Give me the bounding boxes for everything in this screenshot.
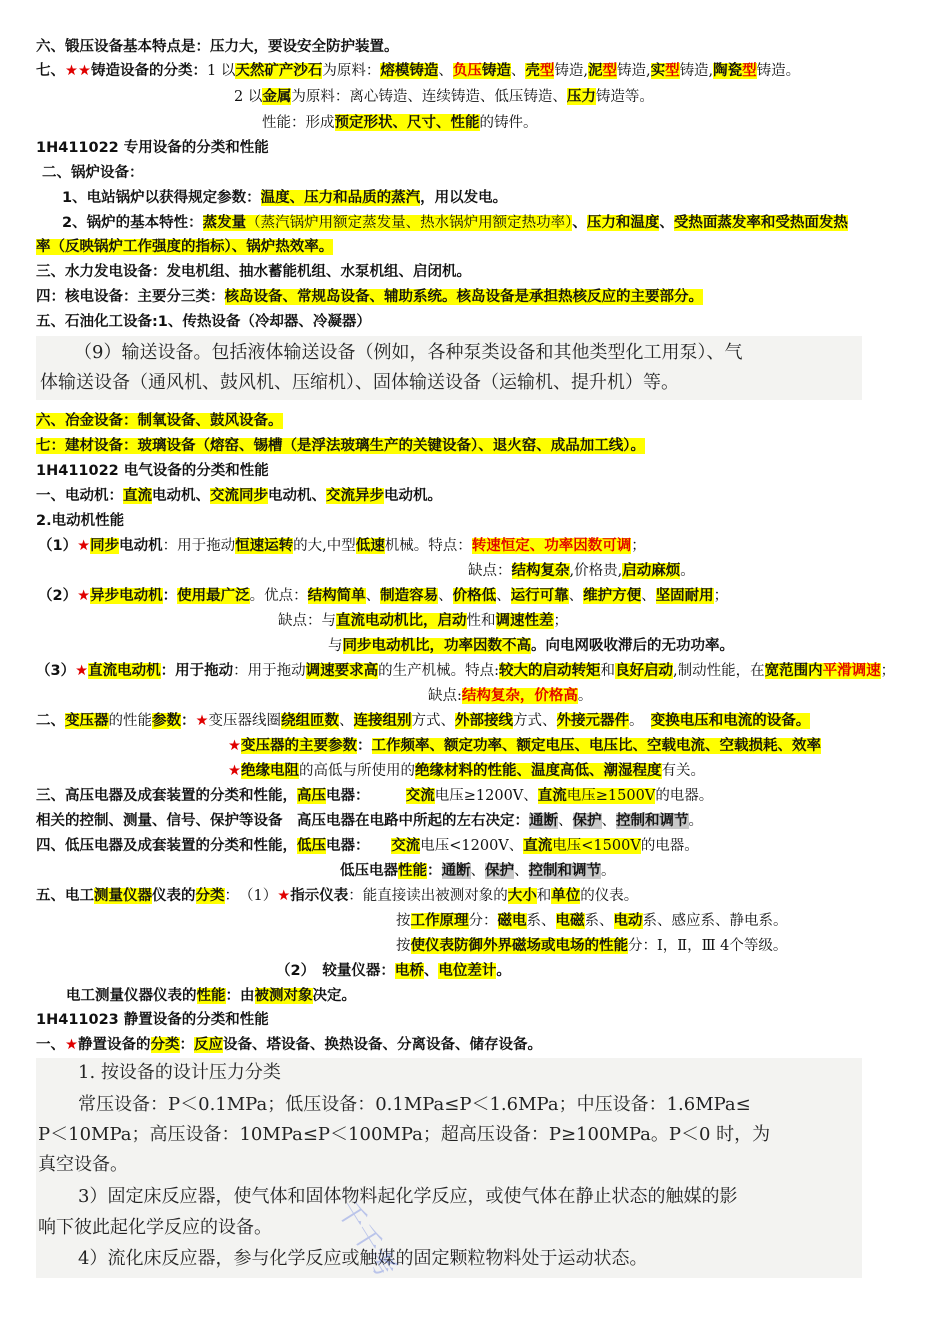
line-low-voltage-perf: 低压电器性能：通断、保护、控制和调节。 xyxy=(340,863,616,879)
line-sync-motor: （1）★同步电动机：用于拖动恒速运转的大,中型低速机械。特点：转速恒定、功率因数可调； xyxy=(38,538,646,554)
line-casting-types: 七、★★铸造设备的分类：1 以天然矿产沙石为原料：熔模铸造、负压铸造、壳型铸造,泥型铸造,实型铸造,陶瓷型铸造。 xyxy=(36,63,801,79)
line-transformer: 二、变压器的性能参数：★变压器线圈绕组匝数、连接组别方式、外部接线方式、外接元器件。 变换电压和电流的设备。 xyxy=(36,713,811,729)
star-icon: ★ xyxy=(228,763,241,779)
scan-text-line: 1. 按设备的设计压力分类 xyxy=(78,1062,281,1083)
line-insulation: ★绝缘电阻的高低与所使用的绝缘材料的性能、温度高低、潮湿程度有关。 xyxy=(228,763,705,779)
line-instrument-perf: 电工测量仪器仪表的性能：由被测对象决定。 xyxy=(66,988,356,1004)
star-icon: ★ xyxy=(77,538,91,554)
heading-boiler: 二、锅炉设备： xyxy=(42,165,144,181)
scan-text-line: 真空设备。 xyxy=(38,1154,128,1175)
line-transformer-params: ★变压器的主要参数：工作频率、额定功率、额定电压、电压比、空载电流、空载损耗、效率 xyxy=(228,738,821,754)
line-casting-performance: 性能：形成预定形状、尺寸、性能的铸件。 xyxy=(262,114,538,131)
line-sync-motor-cons: 缺点：结构复杂,价格贵,启动麻烦。 xyxy=(468,563,695,579)
line-high-voltage: 三、高压电器及成套装置的分类和性能，高压电器： 交流电压≥1200V、直流电压≥1500V的电器。 xyxy=(36,788,714,804)
star-icon: ★ xyxy=(277,888,291,904)
line-hydro: 三、水力发电设备：发电机组、抽水蓄能机组、水泵机组、启闭机。 xyxy=(36,264,471,280)
line-dc-motor: （3）★直流电动机：用于拖动：用于拖动调速要求高的生产机械。特点:较大的启动转矩和良好启动,制动性能，在宽范围内平滑调速； xyxy=(36,663,896,679)
line-motors: 一、电动机：直流电动机、交流同步电动机、交流异步电动机。 xyxy=(36,488,442,504)
line-high-voltage-func: 相关的控制、测量、信号、保护等设备 高压电器在电路中所起的左右决定：通断、保护、控制和调节。 xyxy=(36,813,703,829)
line-metal-casting: 2 以金属为原料：离心铸造、连续铸造、低压铸造、压力铸造等。 xyxy=(234,88,654,105)
line-nuclear: 四：核电设备：主要分三类：核岛设备、常规岛设备、辅助系统。核岛设备是承担热核反应的主要部分。 xyxy=(36,289,703,305)
star-icon: ★★ xyxy=(65,63,91,79)
line-async-motor: （2）★异步电动机：使用最广泛。优点：结构简单、制造容易、价格低、运行可靠、维护方便、坚固耐用； xyxy=(38,588,729,604)
star-icon: ★ xyxy=(77,588,91,604)
line-boiler-params: 1、电站锅炉以获得规定参数：温度、压力和品质的蒸汽，用以发电。 xyxy=(62,190,508,206)
line-motor-performance: 2.电动机性能 xyxy=(36,513,125,529)
scan-text-line: （9）输送设备。包括液体输送设备（例如，各种泵类设备和其他类型化工用泵）、气 xyxy=(74,342,743,363)
line-comparison-instruments: （2） 较量仪器：电桥、电位差计。 xyxy=(276,963,511,979)
line-boiler-characteristics-cont: 率（反映锅炉工作强度的指标）、锅炉热效率。 xyxy=(36,239,334,255)
scanned-excerpt-pressure xyxy=(36,1058,862,1284)
scanned-excerpt-conveying xyxy=(36,336,862,400)
line-static-equipment: 一、★静置设备的分类：反应设备、塔设备、换热设备、分离设备、储存设备。 xyxy=(36,1037,542,1053)
line-async-motor-cons-sync: 与同步电动机比，功率因数不高。向电网吸收滞后的无功功率。 xyxy=(328,638,734,654)
line-forging: 六、锻压设备基本特点是：压力大，要设安全防护装置。 xyxy=(36,39,399,55)
scan-text-line: 常压设备：P＜0.1MPa；低压设备：0.1MPa≤P＜1.6MPa；中压设备：1.6MPa≤ xyxy=(78,1094,751,1115)
line-metallurgy: 六、冶金设备：制氧设备、鼓风设备。 xyxy=(36,413,283,429)
watermark: 千千考 xyxy=(330,1194,403,1284)
line-instruments-grade: 按使仪表防御外界磁场或电场的性能分：Ⅰ，Ⅱ，Ⅲ 4个等级。 xyxy=(396,938,788,954)
line-dc-motor-cons: 缺点:结构复杂，价格高。 xyxy=(428,688,593,704)
line-low-voltage: 四、低压电器及成套装置的分类和性能，低压电器： 交流电压<1200V、直流电压<1500V的电器。 xyxy=(36,838,699,854)
star-icon: ★ xyxy=(75,663,89,679)
scan-text-line: P＜10MPa；高压设备：10MPa≤P＜100MPa；超高压设备：P≥100MPa。P＜0 时，为 xyxy=(38,1124,771,1145)
scan-text-line: 体输送设备（通风机、鼓风机、压缩机）、固体输送设备（运输机、提升机）等。 xyxy=(40,372,679,393)
line-instruments: 五、电工测量仪器仪表的分类： （1）★指示仪表：能直接读出被测对象的大小和单位的仪表。 xyxy=(36,888,639,904)
line-building-materials: 七：建材设备：玻璃设备（熔窑、锡槽（是浮法玻璃生产的关键设备）、退火窑、成品加工线）。 xyxy=(36,438,645,454)
star-icon: ★ xyxy=(228,738,241,754)
line-boiler-characteristics: 2、锅炉的基本特性：蒸发量（蒸汽锅炉用额定蒸发量、热水锅炉用额定热功率）、压力和温度、受热面蒸发率和受热面发热 xyxy=(62,215,848,231)
scan-text-line: 响下彼此起化学反应的设备。 xyxy=(38,1217,272,1238)
scan-text-line: 3）固定床反应器，使气体和固体物料起化学反应，或使气体在静止状态的触媒的影 xyxy=(78,1186,738,1207)
line-petrochemical: 五、石油化工设备:1、传热设备（冷却器、冷凝器） xyxy=(36,314,371,330)
section-heading-special-equipment: 1H411022 专用设备的分类和性能 xyxy=(36,140,269,156)
line-instruments-principle: 按工作原理分：磁电系、电磁系、电动系、感应系、静电系。 xyxy=(396,913,788,929)
section-heading-electrical-equipment: 1H411022 电气设备的分类和性能 xyxy=(36,463,269,479)
section-heading-static-equipment: 1H411023 静置设备的分类和性能 xyxy=(36,1012,269,1028)
scan-text-line: 4）流化床反应器，参与化学反应或触媒的固定颗粒物料处于运动状态。 xyxy=(78,1248,648,1269)
star-icon: ★ xyxy=(65,1037,78,1053)
star-icon: ★ xyxy=(195,713,209,729)
line-async-motor-cons-dc: 缺点：与直流电动机比，启动性和调速性差； xyxy=(278,613,568,629)
